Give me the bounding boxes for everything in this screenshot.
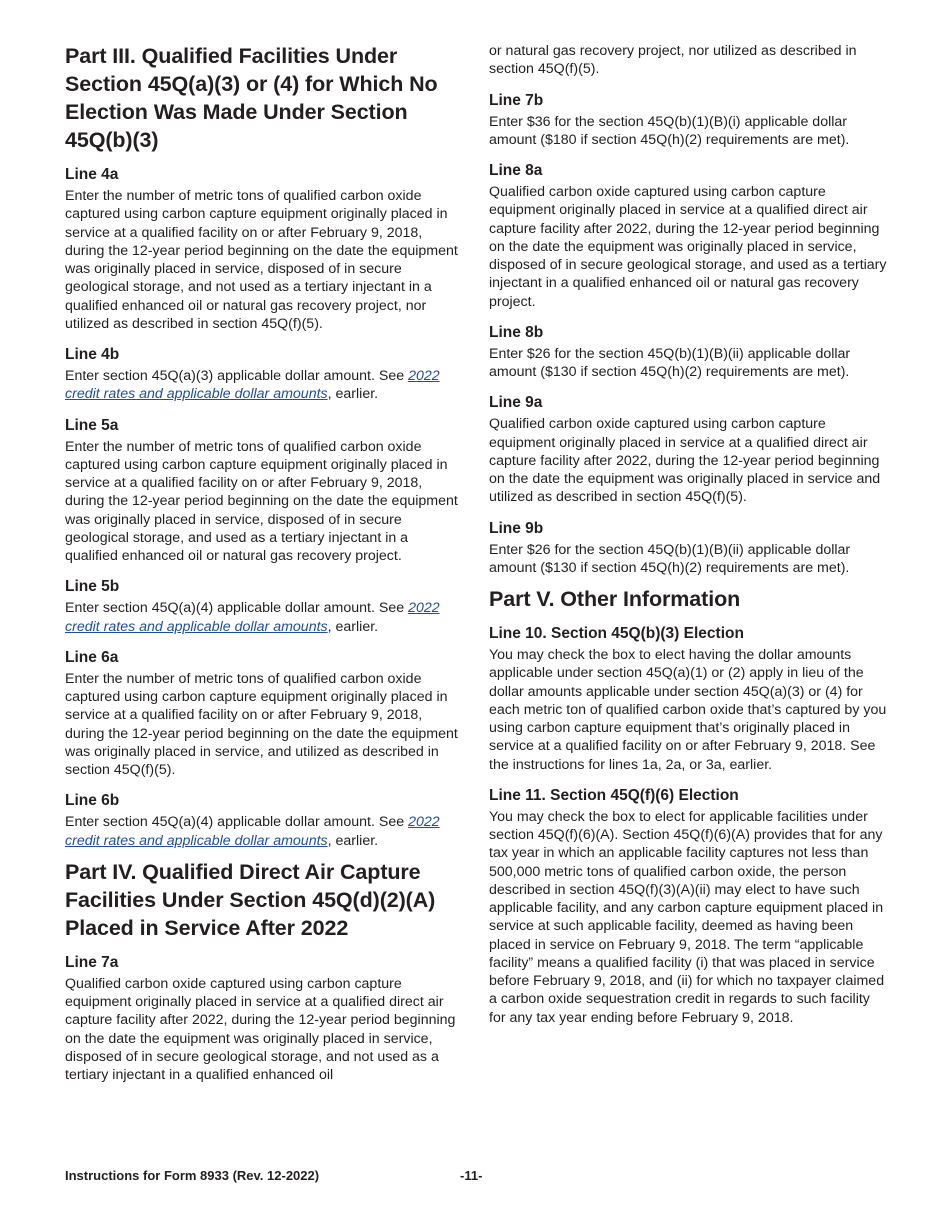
- line-10-heading: Line 10. Section 45Q(b)(3) Election: [489, 625, 744, 642]
- line-6b-intro: Enter section 45Q(a)(4) applicable dollar amount. See: [65, 814, 405, 831]
- line-8b-section: [489, 323, 889, 382]
- line-7a-text: Qualified carbon oxide captured using carbon capture equipment originally placed in service at a qualified direct air capture facility after 2022, during the 12-year period beginning on the date the equipment was originally placed in service, disposed of in secure geological storage, and not used as a tertiary injectant in a qualified enhanced oil: [65, 975, 456, 1083]
- line-4b-suffix: , earlier.: [327, 386, 379, 403]
- page-number: -11-: [460, 1168, 483, 1183]
- line-4b-section: [65, 345, 461, 404]
- line-9a-section: [489, 393, 889, 506]
- line-10-section: [489, 624, 889, 774]
- footer-form-title: Instructions for Form 8933 (Rev. 12-2022): [65, 1168, 320, 1183]
- left-column: [65, 38, 461, 1096]
- part-5-heading: Part V. Other Information: [489, 587, 741, 611]
- line-4b-intro: Enter section 45Q(a)(3) applicable dollar amount. See: [65, 368, 405, 384]
- line-9b-text: Enter $26 for the section 45Q(b)(1)(B)(ii) applicable dollar amount ($130 if section 45Q(h)(2) requirements are met).: [489, 541, 851, 576]
- line-6b-text: [65, 813, 461, 850]
- credit-rates-link[interactable]: 2022 credit rates and applicable dollar amounts: [65, 814, 440, 849]
- part-4-heading: Part IV. Qualified Direct Air Capture Facilities Under Section 45Q(d)(2)(A) Placed in Service After 2022: [65, 859, 436, 940]
- line-5b-intro: Enter section 45Q(a)(4) applicable dollar amount. See: [65, 600, 405, 617]
- line-6a-text: Enter the number of metric tons of qualified carbon oxide captured using carbon capture equipment originally placed in service at a qualified facility on or after February 9, 2018, during the 12-year period beginning on the date the equipment was originally placed in service, and utilized as described in section 45Q(f)(5).: [65, 670, 458, 778]
- line-9b-section: [489, 519, 889, 578]
- line-4b-heading: Line 4b: [65, 346, 120, 363]
- line-6a-heading: Line 6a: [65, 648, 119, 666]
- line-4b-text: [65, 367, 461, 404]
- line-5b-heading: Line 5b: [65, 578, 120, 596]
- line-6b-heading: Line 6b: [65, 792, 120, 810]
- line-7b-text: Enter $36 for the section 45Q(b)(1)(B)(i) applicable dollar amount ($180 if section 45Q(h)(2) requirements are met).: [489, 113, 850, 148]
- line-11-heading: Line 11. Section 45Q(f)(6) Election: [489, 786, 739, 804]
- line-7b-heading: Line 7b: [489, 91, 544, 109]
- line-11-text: You may check the box to elect for applicable facilities under section 45Q(f)(6)(A). Section 45Q(f)(6)(A) provides that for any tax year in which an applicable facility captures not less than 500,000 metric tons of qualified carbon oxide, the person described in section 45Q(f)(3)(A)(ii) may elect to have such applicable facility, and any carbon capture equipment placed in service at such applicable facility, deemed as having been placed in service on February 9, 2018. The term “applicable facility” means a qualified facility (i) that was placed in service before February 9, 2018, and (ii) for which no taxpayer claimed a carbon oxide sequestration credit in regards to such facility for any tax year ending before February 9, 2018.: [489, 808, 885, 1026]
- line-7a-text-continued: or natural gas recovery project, nor utilized as described in section 45Q(f)(5).: [489, 43, 857, 78]
- line-7a-section: [65, 953, 461, 1085]
- line-8b-text: Enter $26 for the section 45Q(b)(1)(B)(ii) applicable dollar amount ($130 if section 45Q(h)(2) requirements are met).: [489, 345, 851, 380]
- line-5a-section: [65, 416, 461, 566]
- part-3-heading: Part III. Qualified Facilities Under Section 45Q(a)(3) or (4) for Which No Election Was Made Under Section 45Q(b)(3): [65, 44, 438, 152]
- line-4a-section: [65, 165, 461, 333]
- credit-rates-link[interactable]: 2022 credit rates and applicable dollar amounts: [65, 600, 440, 635]
- line-8a-text: Qualified carbon oxide captured using carbon capture equipment originally placed in service at a qualified direct air capture facility after 2022, during the 12-year period beginning on the date the equipment was originally placed in service, disposed of in secure geological storage, and used as a tertiary injectant in a qualified enhanced oil or natural gas recovery project.: [489, 184, 887, 310]
- line-9a-text: Qualified carbon oxide captured using carbon capture equipment originally placed in service at a qualified direct air capture facility after 2022, during the 12-year period beginning on the date the equipment was originally placed in service and utilized as described in section 45Q(f)(5).: [489, 416, 881, 506]
- line-7a-heading: Line 7a: [65, 953, 119, 971]
- line-9b-heading: Line 9b: [489, 519, 544, 537]
- line-5b-section: [65, 577, 461, 636]
- line-4a-heading: Line 4a: [65, 166, 119, 183]
- right-column: [489, 38, 889, 1039]
- line-5b-suffix: , earlier.: [327, 618, 379, 635]
- line-9a-heading: Line 9a: [489, 394, 543, 412]
- line-5a-text: Enter the number of metric tons of qualified carbon oxide captured using carbon capture equipment originally placed in service at a qualified facility on or after February 9, 2018, during the 12-year period beginning on the date the equipment was originally placed in service, disposed of in secure geological storage, and used as a tertiary injectant in a qualified enhanced oil or natural gas recovery project.: [65, 438, 458, 564]
- line-5b-text: [65, 599, 461, 636]
- line-4a-text: Enter the number of metric tons of qualified carbon oxide captured using carbon capture equipment originally placed in service at a qualified facility on or after February 9, 2018, during the 12-year period beginning on the date the equipment was originally placed in service, disposed of in secure geological storage, and not used as a tertiary injectant in a qualified enhanced oil or natural gas recovery project, nor utilized as described in section 45Q(f)(5).: [65, 188, 458, 332]
- credit-rates-link[interactable]: 2022 credit rates and applicable dollar amounts: [65, 368, 440, 403]
- line-8a-heading: Line 8a: [489, 162, 543, 179]
- line-6a-section: [65, 648, 461, 780]
- line-6b-suffix: , earlier.: [327, 832, 379, 849]
- line-7b-section: [489, 91, 889, 150]
- line-5a-heading: Line 5a: [65, 416, 119, 434]
- line-8b-heading: Line 8b: [489, 323, 544, 341]
- page-footer: [65, 1168, 895, 1186]
- line-6b-section: [65, 791, 461, 850]
- line-10-text: You may check the box to elect having the dollar amounts applicable under section 45Q(a)(1) or (2) apply in lieu of the dollar amounts applicable under section 45Q(a)(3) or (4) for each metric ton of qualified carbon oxide that’s captured by you using carbon capture equipment that’s originally placed in service at a qualified facility on or after February 9, 2018. See the instructions for lines 1a, 2a, or 3a, earlier.: [489, 647, 887, 773]
- line-8a-section: [489, 161, 889, 311]
- line-11-section: [489, 786, 889, 1027]
